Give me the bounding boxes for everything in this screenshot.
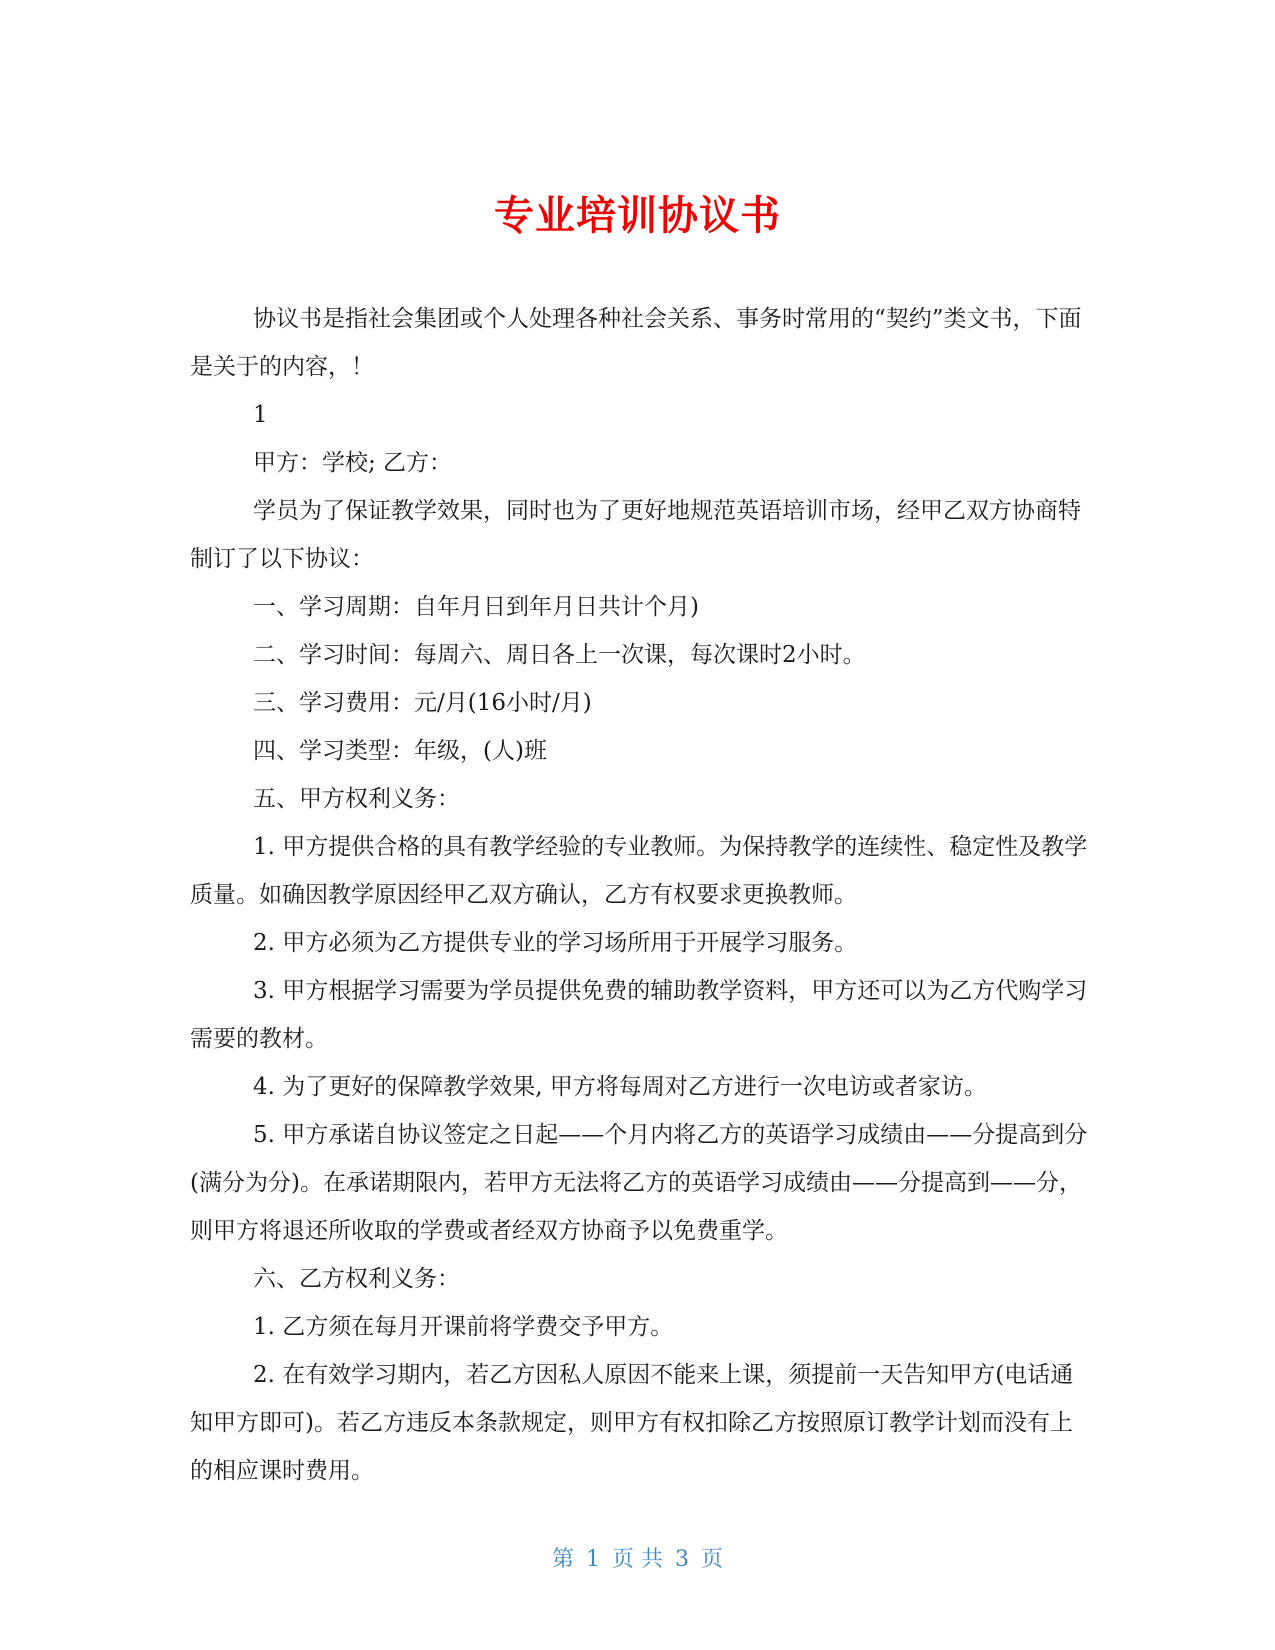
paragraph-party-a-item-3: 3. 甲方根据学习需要为学员提供免费的辅助教学资料，甲方还可以为乙方代购学习需要的教材。: [190, 978, 1088, 1052]
paragraph-party-a-item-1: 1. 甲方提供合格的具有教学经验的专业教师。为保持教学的连续性、稳定性及教学质量。如确因教学原因经甲乙双方确认，乙方有权要求更换教师。: [190, 834, 1088, 908]
paragraph-party-b-item-2: 2. 在有效学习期内，若乙方因私人原因不能来上课，须提前一天告知甲方(电话通知甲方即可)。若乙方违反本条款规定，则甲方有权扣除乙方按照原订教学计划而没有上的相应课时费用。: [190, 1362, 1074, 1484]
paragraph-section-number: 1: [253, 402, 268, 428]
paragraph-intro: 协议书是指社会集团或个人处理各种社会关系、事务时常用的“契约”类文书，下面是关于的内容，！: [190, 306, 1082, 380]
paragraph-party-a-heading: 五、甲方权利义务：: [253, 786, 460, 812]
paragraph-party-a-item-5: 5. 甲方承诺自协议签定之日起——个月内将乙方的英语学习成绩由——分提高到分(满分为分)。在承诺期限内，若甲方无法将乙方的英语学习成绩由——分提高到——分，则甲方将退还所收取的学费或者经双方协商予以免费重学。: [190, 1122, 1088, 1244]
paragraph-study-time: 二、学习时间：每周六、周日各上一次课，每次课时2小时。: [253, 642, 866, 668]
footer-total-pages: 3: [675, 1547, 689, 1572]
paragraph-party-a-item-2: 2. 甲方必须为乙方提供专业的学习场所用于开展学习服务。: [253, 930, 858, 956]
paragraph-parties: 甲方：学校; 乙方：: [253, 450, 453, 476]
paragraph-party-b-heading: 六、乙方权利义务：: [253, 1266, 460, 1292]
paragraph-party-a-item-4: 4. 为了更好的保障教学效果, 甲方将每周对乙方进行一次电访或者家访。: [253, 1074, 987, 1100]
footer-current-page: 1: [586, 1547, 600, 1572]
paragraph-study-type: 四、学习类型：年级，(人)班: [253, 738, 547, 764]
document-title: 专业培训协议书: [494, 192, 781, 239]
paragraph-party-b-item-1: 1. 乙方须在每月开课前将学费交予甲方。: [253, 1314, 674, 1340]
paragraph-preamble: 学员为了保证教学效果，同时也为了更好地规范英语培训市场，经甲乙双方协商特制订了以下协议：: [190, 498, 1081, 572]
page-footer: [0, 1545, 1275, 1575]
footer-middle: 页 共: [612, 1547, 663, 1572]
paragraph-study-period: 一、学习周期：自年月日到年月日共计个月): [253, 594, 699, 620]
footer-prefix: 第: [551, 1547, 574, 1572]
paragraph-study-fee: 三、学习费用：元/月(16小时/月): [253, 690, 592, 716]
footer-suffix: 页: [701, 1547, 724, 1572]
document-body: [190, 295, 1090, 1495]
